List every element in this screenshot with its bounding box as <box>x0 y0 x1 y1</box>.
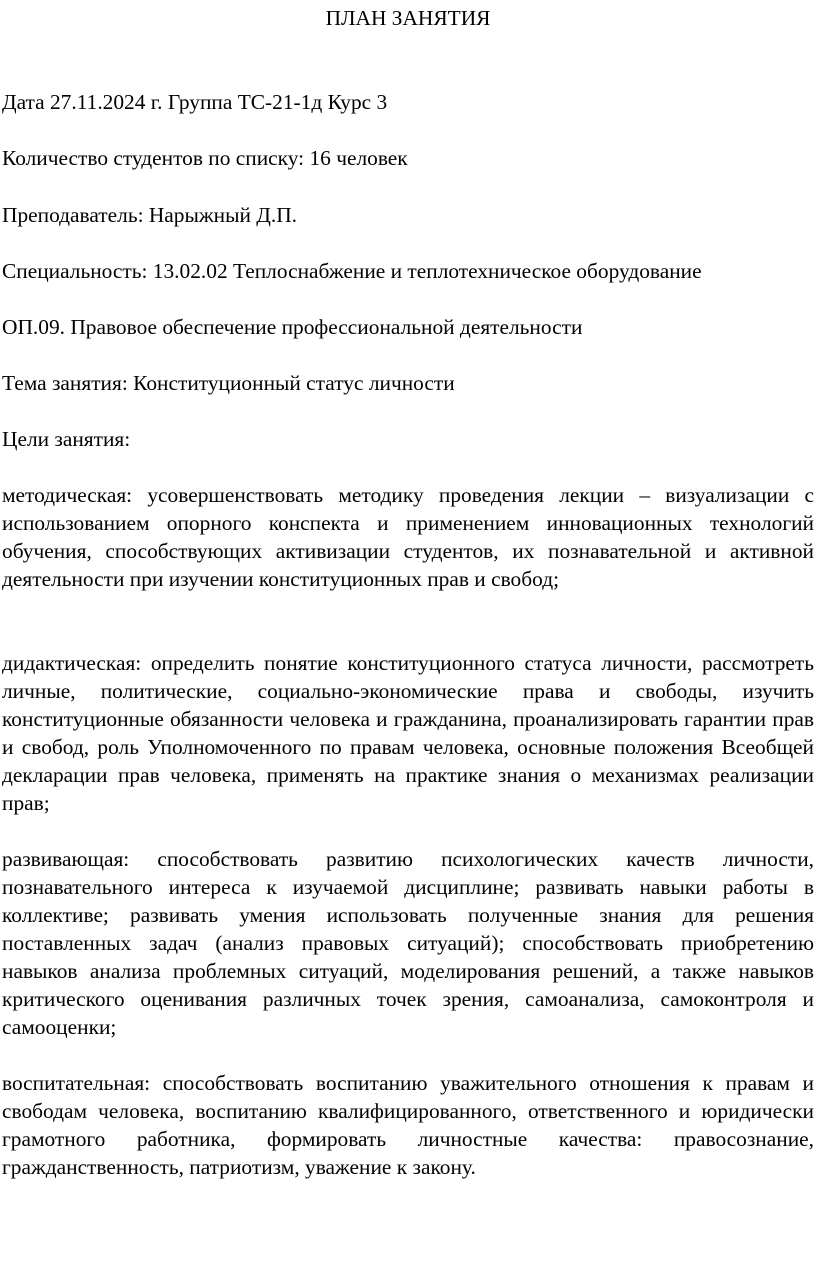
goal-methodical: методическая: усовершенствовать методику проведения лекции – визуализации с использованием опорного конспекта и применением инновационных технологий обучения, способствующих активизации студентов, их познавательной и активной деятельности при изучении конституционных прав и свобод; <box>2 483 814 591</box>
discipline-line: ОП.09. Правовое обеспечение профессиональной деятельности <box>2 315 583 339</box>
date-group-line: Дата 27.11.2024 г. Группа ТС-21-1д Курс 3 <box>2 90 388 114</box>
goals-heading: Цели занятия: <box>2 427 131 451</box>
goal-didactic: дидактическая: определить понятие конституционного статуса личности, рассмотреть личные, политические, социально-экономические права и свободы, изучить конституционные обязанности человека и гражданина, проанализировать гарантии прав и свобод, роль Уполномоченного по правам человека, основные положения Всеобщей декларации прав человека, применять на практике знания о механизмах реализации прав; <box>2 651 814 815</box>
topic-line: Тема занятия: Конституционный статус личности <box>2 371 455 395</box>
teacher-line: Преподаватель: Нарыжный Д.П. <box>2 203 297 227</box>
goal-developing: развивающая: способствовать развитию психологических качеств личности, познавательного интереса к изучаемой дисциплине; развивать навыки работы в коллективе; развивать умения использовать полученные знания для решения поставленных задач (анализ правовых ситуаций); способствовать приобретению навыков анализа проблемных ситуаций, моделирования решений, а также навыков критического оценивания различных точек зрения, самоанализа, самоконтроля и самооценки; <box>2 847 814 1039</box>
document-title: ПЛАН ЗАНЯТИЯ <box>325 6 491 30</box>
goal-educational: воспитательная: способствовать воспитанию уважительного отношения к правам и свободам человека, воспитанию квалифицированного, ответственного и юридически грамотного работника, формировать личностные качества: правосознание, гражданственность, патриотизм, уважение к закону. <box>2 1071 814 1179</box>
students-count-line: Количество студентов по списку: 16 человек <box>2 146 408 170</box>
specialty-line: Специальность: 13.02.02 Теплоснабжение и теплотехническое оборудование <box>2 259 702 283</box>
